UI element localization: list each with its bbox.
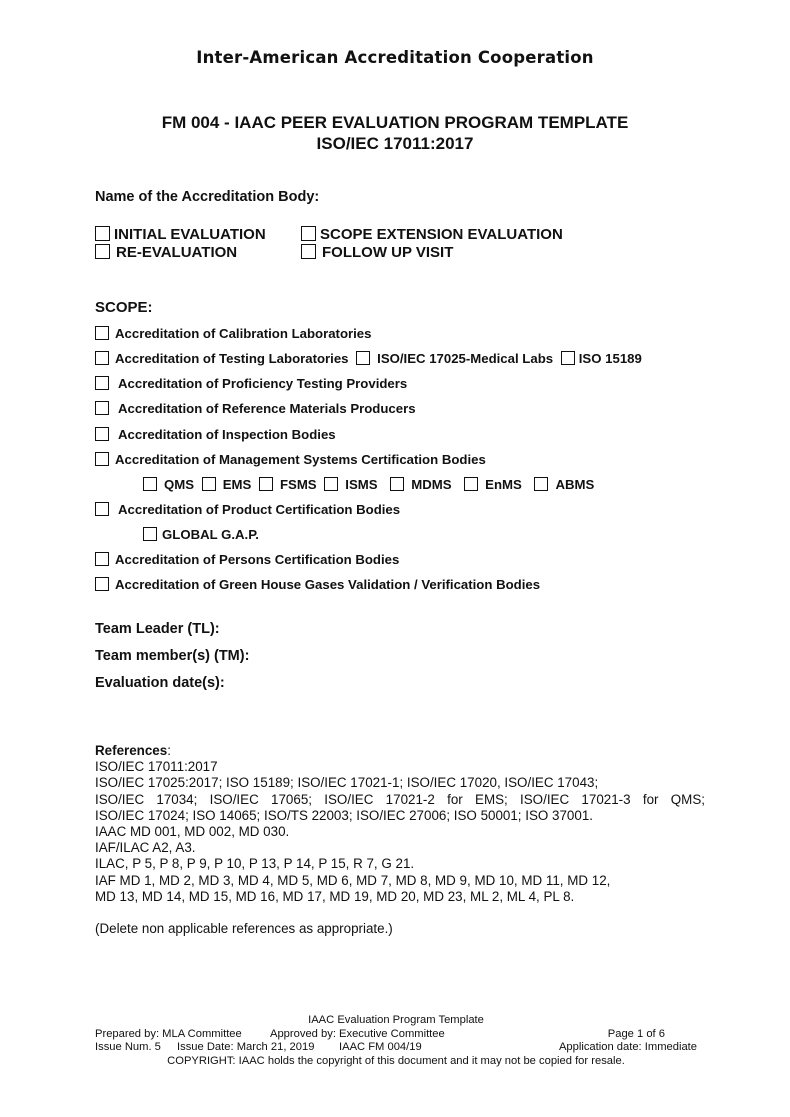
scope-item-label: Accreditation of Testing Laboratories bbox=[115, 351, 349, 366]
checkbox-inspection-bodies[interactable] bbox=[95, 427, 109, 441]
evaluation-dates-label: Evaluation date(s): bbox=[95, 675, 225, 691]
option-label: GLOBAL G.A.P. bbox=[162, 527, 259, 542]
references-colon: : bbox=[167, 743, 171, 758]
reference-line: MD 13, MD 14, MD 15, MD 16, MD 17, MD 19, MD 20, MD 23, ML 2, ML 4, PL 8. bbox=[95, 888, 575, 904]
checkbox-reference-materials[interactable] bbox=[95, 401, 109, 415]
scope-item-label: Accreditation of Persons Certification Bodies bbox=[115, 552, 400, 567]
option-label: ISMS bbox=[345, 477, 378, 492]
evaluation-type-follow-up[interactable] bbox=[301, 244, 453, 261]
scope-sub-label: ISO/IEC 17025-Medical Labs bbox=[377, 351, 554, 366]
reference-line: ISO/IEC 17034; ISO/IEC 17065; ISO/IEC 17021-2 for EMS; ISO/IEC 17021-3 for QMS; bbox=[95, 791, 705, 807]
option-label: ABMS bbox=[555, 477, 595, 492]
scope-item-green-house-gases[interactable] bbox=[95, 577, 540, 592]
scope-item-proficiency[interactable] bbox=[95, 376, 407, 391]
checkbox-ems[interactable] bbox=[202, 477, 216, 491]
option-label: FSMS bbox=[279, 477, 317, 492]
footer-issue-date: Issue Date: March 21, 2019 bbox=[177, 1041, 315, 1053]
organization-name: Inter-American Accreditation Cooperation bbox=[196, 48, 594, 67]
option-label: QMS bbox=[164, 477, 195, 492]
evaluation-type-re-evaluation[interactable] bbox=[95, 244, 237, 261]
page-footer bbox=[95, 1014, 697, 1068]
references-section bbox=[95, 743, 705, 937]
option-label: MDMS bbox=[411, 477, 452, 492]
option-label: EnMS bbox=[485, 477, 522, 492]
scope-item-reference-materials[interactable] bbox=[95, 401, 416, 416]
evaluation-type-scope-extension[interactable] bbox=[301, 226, 563, 243]
checkbox-fsms[interactable] bbox=[259, 477, 273, 491]
evaluation-type-label: INITIAL EVALUATION bbox=[114, 226, 266, 243]
product-certification-options bbox=[143, 527, 259, 542]
footer-doc-name: IAAC Evaluation Program Template bbox=[308, 1014, 484, 1026]
reference-line: IAF/ILAC A2, A3. bbox=[95, 840, 196, 856]
scope-item-calibration[interactable] bbox=[95, 326, 371, 341]
checkbox-green-house-gases[interactable] bbox=[95, 577, 109, 591]
checkbox-mdms[interactable] bbox=[390, 477, 404, 491]
checkbox-isms[interactable] bbox=[324, 477, 338, 491]
references-heading: References bbox=[95, 743, 168, 758]
scope-item-label: Accreditation of Management Systems Certification Bodies bbox=[115, 452, 486, 467]
references-note: (Delete non applicable references as appropriate.) bbox=[95, 921, 393, 937]
scope-heading: SCOPE: bbox=[95, 299, 153, 316]
checkbox-initial-evaluation[interactable] bbox=[95, 226, 110, 241]
checkbox-management-systems[interactable] bbox=[95, 452, 109, 466]
scope-item-product-certification[interactable] bbox=[95, 502, 400, 517]
checkbox-medical-labs[interactable] bbox=[356, 351, 370, 365]
scope-item-testing[interactable] bbox=[95, 351, 642, 366]
checkbox-product-certification[interactable] bbox=[95, 502, 109, 516]
checkbox-re-evaluation[interactable] bbox=[95, 244, 110, 259]
checkbox-calibration-labs[interactable] bbox=[95, 326, 109, 340]
evaluation-type-initial[interactable] bbox=[95, 226, 266, 243]
reference-line: IAAC MD 001, MD 002, MD 030. bbox=[95, 824, 290, 840]
scope-item-label: Accreditation of Product Certification Bodies bbox=[118, 502, 401, 517]
document-subtitle: ISO/IEC 17011:2017 bbox=[316, 134, 474, 153]
checkbox-enms[interactable] bbox=[464, 477, 478, 491]
footer-application-date: Application date: Immediate bbox=[558, 1041, 697, 1053]
scope-item-inspection[interactable] bbox=[95, 427, 336, 442]
scope-item-label: Accreditation of Reference Materials Producers bbox=[118, 401, 416, 416]
checkbox-scope-extension[interactable] bbox=[301, 226, 316, 241]
footer-copyright: COPYRIGHT: IAAC holds the copyright of this document and it may not be copied for resale. bbox=[167, 1054, 625, 1067]
checkbox-persons-certification[interactable] bbox=[95, 552, 109, 566]
team-leader-label: Team Leader (TL): bbox=[95, 621, 220, 637]
evaluation-type-label: RE-EVALUATION bbox=[116, 244, 238, 261]
management-system-options bbox=[143, 477, 594, 492]
footer-prepared-by: Prepared by: MLA Committee bbox=[95, 1027, 242, 1040]
checkbox-follow-up-visit[interactable] bbox=[301, 244, 316, 259]
checkbox-abms[interactable] bbox=[534, 477, 548, 491]
footer-doc-code: IAAC FM 004/19 bbox=[339, 1041, 422, 1053]
accreditation-body-label: Name of the Accreditation Body: bbox=[95, 189, 320, 205]
evaluation-type-label: SCOPE EXTENSION EVALUATION bbox=[320, 226, 563, 243]
checkbox-qms[interactable] bbox=[143, 477, 157, 491]
evaluation-type-label: FOLLOW UP VISIT bbox=[322, 244, 454, 261]
scope-item-management-systems[interactable] bbox=[95, 452, 486, 467]
checkbox-iso-15189[interactable] bbox=[561, 351, 575, 365]
checkbox-testing-labs[interactable] bbox=[95, 351, 109, 365]
checkbox-proficiency-testing[interactable] bbox=[95, 376, 109, 390]
scope-item-label: Accreditation of Green House Gases Validation / Verification Bodies bbox=[115, 577, 541, 592]
scope-item-label: Accreditation of Inspection Bodies bbox=[118, 427, 336, 442]
reference-line: IAF MD 1, MD 2, MD 3, MD 4, MD 5, MD 6, MD 7, MD 8, MD 9, MD 10, MD 11, MD 12, bbox=[95, 872, 611, 888]
reference-line: ISO/IEC 17011:2017 bbox=[95, 759, 218, 775]
footer-approved-by: Approved by: Executive Committee bbox=[270, 1027, 445, 1040]
checkbox-global-gap[interactable] bbox=[143, 527, 157, 541]
option-label: EMS bbox=[222, 477, 252, 492]
team-members-label: Team member(s) (TM): bbox=[95, 648, 250, 664]
scope-sub-label: ISO 15189 bbox=[578, 351, 642, 366]
scope-item-label: Accreditation of Proficiency Testing Providers bbox=[118, 376, 408, 391]
reference-line: ISO/IEC 17025:2017; ISO 15189; ISO/IEC 17021-1; ISO/IEC 17020, ISO/IEC 17043; bbox=[95, 775, 599, 791]
footer-page-number: Page 1 of 6 bbox=[607, 1027, 665, 1040]
reference-line: ISO/IEC 17024; ISO 14065; ISO/TS 22003; ISO/IEC 27006; ISO 50001; ISO 37001. bbox=[95, 807, 593, 823]
footer-issue-num: Issue Num. 5 bbox=[95, 1041, 161, 1053]
reference-line: ILAC, P 5, P 8, P 9, P 10, P 13, P 14, P 15, R 7, G 21. bbox=[95, 856, 415, 872]
scope-item-persons-certification[interactable] bbox=[95, 552, 399, 567]
scope-item-label: Accreditation of Calibration Laboratories bbox=[115, 326, 372, 341]
document-title: FM 004 - IAAC PEER EVALUATION PROGRAM TEMPLATE bbox=[161, 113, 629, 132]
